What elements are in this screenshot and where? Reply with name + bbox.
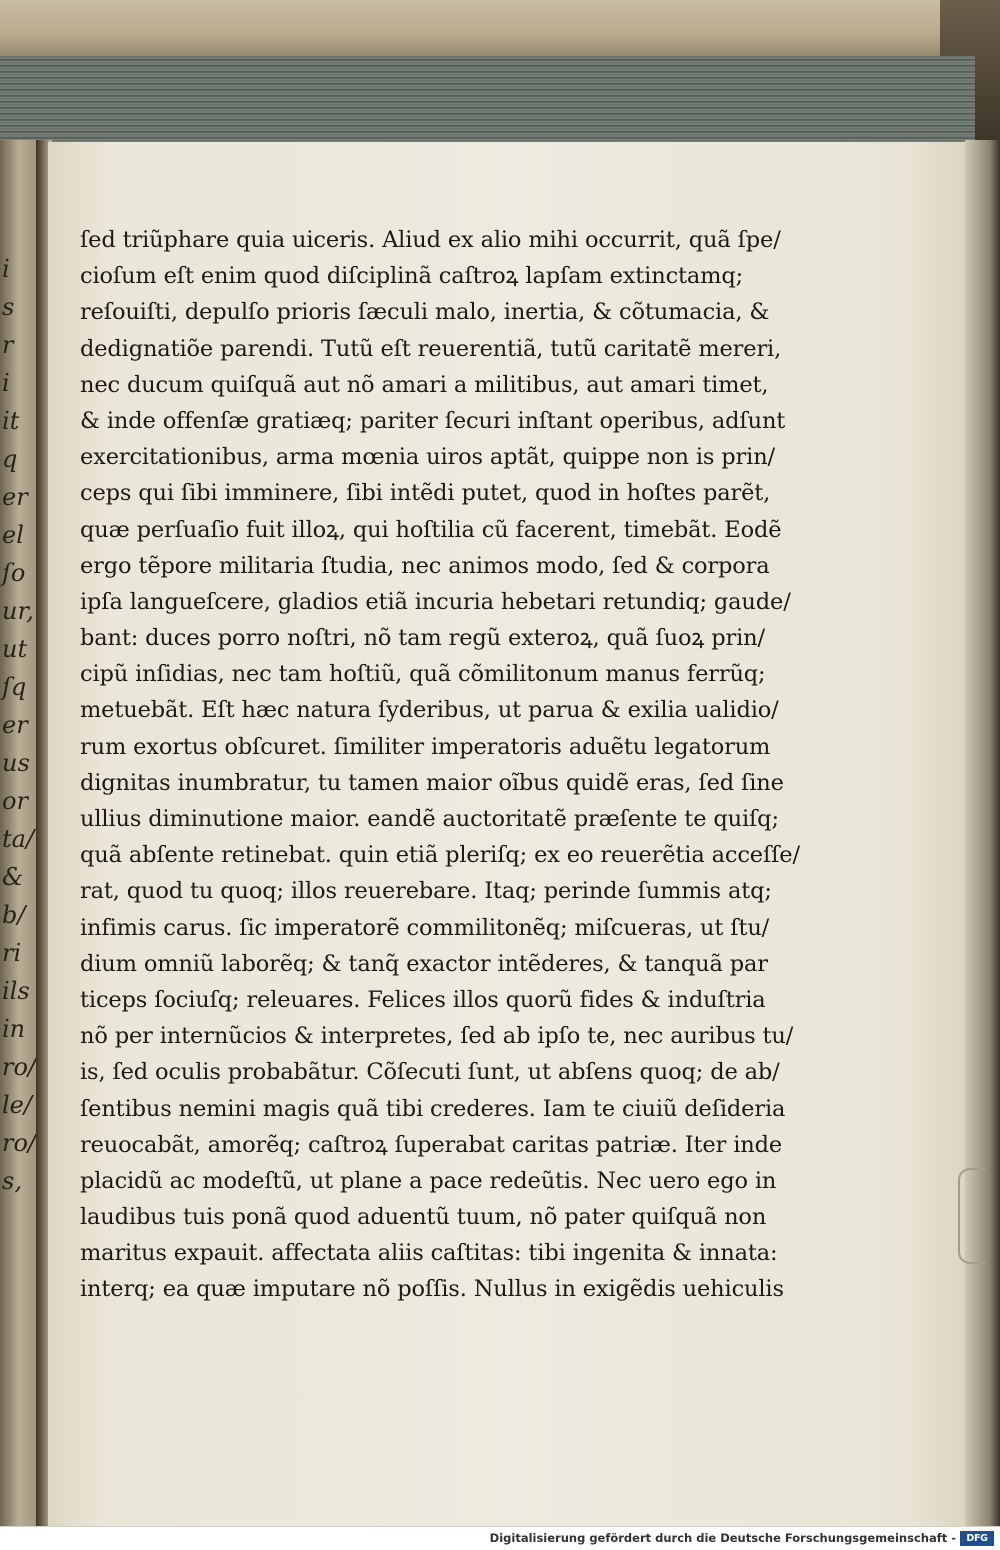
book-cover-top [0,0,1000,62]
text-line: rat, quod tu quoq; illos reuerebare. Itaq; perinde ſummis atq; [80,878,772,905]
text-line: dignitas inumbratur, tu tamen maior oĩbus quidẽ eras, ſed ſine [80,769,784,796]
facing-page-text: i s r i it q er el ſo ur, ut ſq er us or ta/ & b/ ri ils in ro/ le/ ro/ s, [2,255,37,1195]
text-line: ullius diminutione maior. eandẽ auctoritatẽ præſente te quiſq; [80,806,779,832]
page-clip [958,1168,986,1264]
funding-footer [0,1526,1000,1550]
text-line: nõ per internũcios & interpretes, ſed ab ipſo te, nec auribus tu/ [80,1023,794,1050]
text-line: ipſa langueſcere, gladios etiã incuria hebetari retundiq; gaude/ [80,588,791,615]
dfg-logo: DFG [960,1531,994,1546]
page-right-edge [965,140,1000,1526]
page-stack-edges [0,56,975,150]
text-line: infimis carus. ſic imperatorẽ commilitonẽq; miſcueras, ut ſtu/ [80,914,770,941]
text-line: nec ducum quiſquã aut nõ amari a militibus, aut amari timet, [80,371,769,398]
text-line: placidũ ac modeſtũ, ut plane a pace redeũtis. Nec uero ego in [80,1167,777,1194]
text-line: dedignatiõe parendi. Tutũ eſt reuerentiã, tutũ caritatẽ mereri, [80,335,782,362]
text-line: maritus expauit. affectata aliis caſtitas: tibi ingenita & innata: [80,1240,778,1267]
text-line: cioſum eſt enim quod diſciplinã caſtroꝝ lapſam extinctamq; [80,263,744,290]
text-line: quæ perſuaſio fuit illoꝝ, qui hoſtilia cũ facerent, timebãt. Eodẽ [80,516,782,543]
text-line: ticeps ſociuſq; releuares. Felices illos quorũ fides & induſtria [80,986,766,1013]
text-line: metuebãt. Eſt hæc natura ſyderibus, ut parua & exilia ualidio/ [80,697,779,724]
text-line: is, ſed oculis probabãtur. Cõſecuti ſunt, ut abſens quoq; de ab/ [80,1059,780,1086]
text-line: laudibus tuis ponã quod aduentũ tuum, nõ pater quiſquã non [80,1204,767,1231]
text-line: bant: duces porro noſtri, nõ tam regũ exteroꝝ, quã ſuoꝝ prin/ [80,625,765,652]
text-line: reſouiſti, depulſo prioris ſæculi malo, inertia, & cõtumacia, & [80,299,770,326]
text-line: ceps qui ſibi imminere, ſibi intẽdi putet, quod in hoſtes parẽt, [80,480,771,507]
text-line: cipũ inſidias, nec tam hoſtiũ, quã cõmilitonum manus ferrũq; [80,661,766,688]
text-line: interq; ea quæ imputare nõ poſſis. Nullus in exigẽdis uehiculis [80,1276,784,1303]
printed-text-block [80,222,800,1308]
text-line: ſed triũphare quia uiceris. Aliud ex alio mihi occurrit, quã ſpe/ [80,227,781,253]
funding-notice: Digitalisierung gefördert durch die Deutsche Forschungsgemeinschaft - [489,1531,956,1545]
text-line: rum exortus obſcuret. ſimiliter imperatoris aduẽtu legatorum [80,733,771,760]
text-line: exercitationibus, arma mœnia uiros aptãt, quippe non is prin/ [80,444,775,471]
text-line: ſentibus nemini magis quã tibi crederes. Iam te ciuiũ deſideria [80,1095,786,1122]
text-line: dium omniũ laborẽq; & tanq̃ exactor intẽderes, & tanquã par [80,950,768,977]
text-line: reuocabãt, amorẽq; caſtroꝝ ſuperabat caritas patriæ. Iter inde [80,1131,782,1158]
text-line: & inde offenſæ gratiæq; pariter ſecuri inſtant operibus, adſunt [80,407,786,434]
text-line: ergo tẽpore militaria ſtudia, nec animos modo, ſed & corpora [80,552,770,579]
text-line: quã abſente retinebat. quin etiã pleriſq; ex eo reuerẽtia acceſſe/ [80,842,800,869]
